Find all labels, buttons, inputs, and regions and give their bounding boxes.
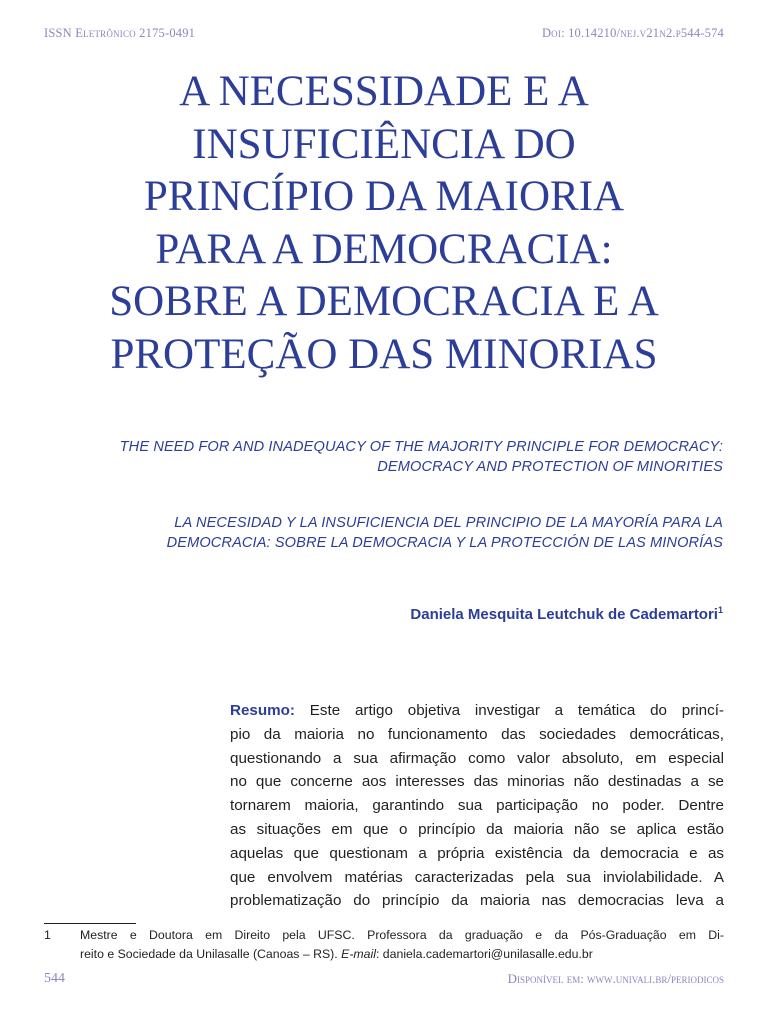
abstract-first-line: Este artigo objetiva investigar a temática do princí-: [309, 702, 724, 719]
footnote-line: Mestre e Doutora em Direito pela UFSC. Professora da graduação e da Pós-Graduação em Di-: [80, 928, 724, 942]
footnote-line: [80, 945, 724, 964]
email-address[interactable]: : daniela.cademartori@unilasalle.edu.br: [375, 946, 593, 961]
footnote-affiliation: reito e Sociedade da Unilasalle (Canoas – RS).: [80, 946, 342, 961]
availability-link[interactable]: Disponível em: www.univali.br/periodicos: [507, 971, 724, 986]
abstract-line: aquelas que questionam a própria existência da democracia e as: [230, 844, 724, 862]
english-title-line: THE NEED FOR AND INADEQUACY OF THE MAJORITY PRINCIPLE FOR DEMOCRACY:: [119, 439, 723, 455]
spanish-title-line: DEMOCRACIA: SOBRE LA DEMOCRACIA Y LA PROTECCIÓN DE LAS MINORÍAS: [166, 535, 723, 551]
footnote-text: [80, 926, 724, 963]
spanish-title-line: LA NECESIDAD Y LA INSUFICIENCIA DEL PRINCIPIO DE LA MAYORÍA PARA LA: [174, 515, 723, 531]
abstract-line: problematização do princípio da maioria nas democracias leva a: [230, 892, 724, 910]
author-footnote-mark[interactable]: 1: [717, 605, 723, 615]
abstract-line: no que concerne aos interesses das minorias não destinadas a se: [230, 773, 724, 791]
issn-header: ISSN Eletrônico 2175-0491: [44, 26, 196, 40]
english-title: [50, 437, 723, 477]
page-number: 544: [44, 971, 65, 986]
author-name: [410, 605, 723, 623]
english-title-line: DEMOCRACY AND PROTECTION OF MINORITIES: [377, 459, 723, 475]
abstract-line: questionando a sua afirmação como valor absoluto, em especial: [230, 749, 724, 767]
abstract-line: pio da maioria no funcionamento das sociedades democráticas,: [230, 725, 724, 743]
title-line: PRINCÍPIO DA MAIORIA: [143, 173, 625, 220]
article-title: [40, 66, 728, 381]
footnote-divider: [44, 923, 136, 924]
title-line: PROTEÇÃO DAS MINORIAS: [110, 330, 658, 378]
abstract-line: as situações em que o princípio da maioria não se aplica estão: [230, 820, 724, 838]
email-label: E-mail: [341, 946, 376, 961]
abstract-line: tornarem maioria, garantindo sua participação no poder. Dentre: [230, 797, 724, 815]
footnote: [44, 926, 724, 963]
title-line: SOBRE A DEMOCRACIA E A: [109, 278, 659, 325]
author-name-text: Daniela Mesquita Leutchuk de Cademartori: [410, 606, 718, 623]
abstract-label: Resumo:: [230, 702, 295, 719]
title-line: INSUFICIÊNCIA DO: [192, 120, 576, 168]
title-line: A NECESSIDADE E A: [179, 68, 589, 115]
title-line: PARA A DEMOCRACIA:: [155, 225, 613, 273]
abstract-line: que envolvem matérias caracterizadas pela sua inviolabilidade. A: [230, 868, 724, 886]
abstract-line: [230, 699, 724, 723]
footnote-number: 1: [44, 928, 51, 942]
doi-header: Doi: 10.14210/nej.v21n2.p544-574: [541, 26, 724, 40]
abstract: [230, 699, 724, 913]
spanish-title: [50, 513, 723, 553]
